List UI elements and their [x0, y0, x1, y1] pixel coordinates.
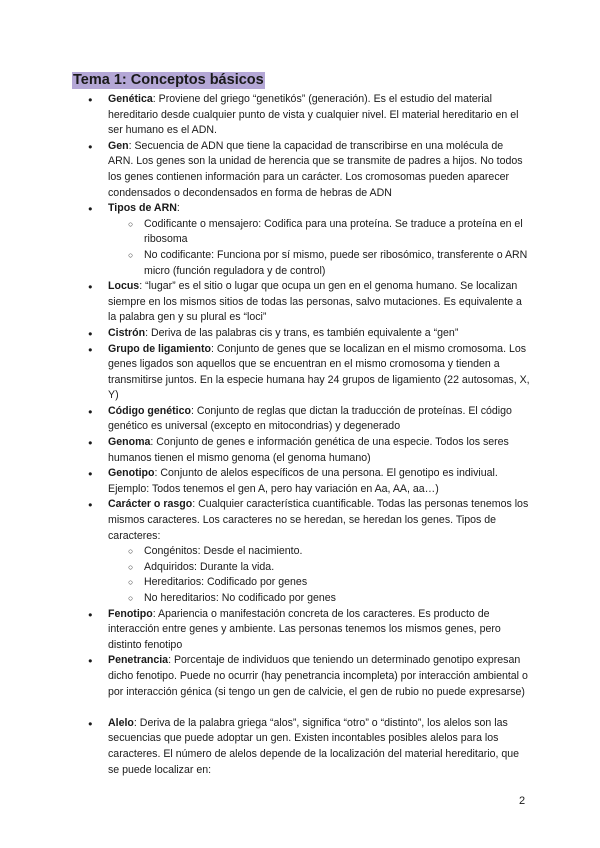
- list-item-genoma: [82, 435, 530, 466]
- definition: : “lugar” es el sitio o lugar que ocupa un gen en el genoma humano. Se localizan siempre en los mismos sitios de todas las personas, salvo mutaciones. Es equivalente a la palabra gen y su plural es “loci”: [108, 280, 522, 324]
- term: Genotipo: [108, 467, 155, 480]
- list-item-tipos-arn: [82, 201, 530, 279]
- definition: : Deriva de la palabra griega “alos”, significa “otro” o “distinto”, los alelos son las secuencias que puede adoptar un gen. Existen incontables posibles alelos para los caracteres. El número de alelos depende de la localización del material hereditario, que se puede localizar en:: [108, 716, 520, 776]
- sub-list: [108, 544, 530, 606]
- term: Alelo: [108, 716, 134, 729]
- term: Fenotipo: [108, 607, 153, 620]
- list-item-gen: [82, 139, 530, 201]
- definition: : Apariencia o manifestación concreta de los caracteres. Es producto de interacción entre genes y ambiente. Las personas tenemos los mismos genes, pero distinto fenotipo: [108, 607, 501, 651]
- term: Grupo de ligamiento: [108, 342, 211, 355]
- page-title: Tema 1: Conceptos básicos: [73, 72, 264, 88]
- term: Cistrón: [108, 326, 146, 339]
- term: Carácter o rasgo: [108, 498, 193, 511]
- definition: :: [176, 202, 180, 215]
- sub-item: ○ No codificante: Funciona por sí mismo, puede ser ribosómico, transferente o ARN micro (función reguladora y de control): [108, 248, 530, 279]
- page-number: 2: [519, 795, 526, 807]
- list-item-fenotipo: [82, 607, 530, 654]
- term: Locus: [108, 280, 140, 293]
- definition: : Porcentaje de individuos que teniendo un determinado genotipo expresan dicho fenotipo. Puede no ocurrir (hay penetrancia incompleta) por interacción ambiental o por interacción génica (si tengo un gen de calvicie, el gen de rubio no puede expresarse): [108, 654, 528, 698]
- definition: : Proviene del griego “genetikós” (generación). Es el estudio del material hereditario desde cualquier punto de vista y cualquier nivel. El material hereditario en el ser humano es el ADN.: [108, 93, 519, 137]
- list-item-penetrancia: [82, 653, 530, 700]
- term: Gen: [108, 139, 129, 152]
- definition: : Cualquier característica cuantificable. Todas las personas tenemos los mismos caracteres. Los caracteres no se heredan, se heredan los genes. Tipos de caracteres:: [108, 498, 529, 542]
- definition: : Secuencia de ADN que tiene la capacidad de transcribirse en una molécula de ARN. Los genes son la unidad de herencia que se transmite de padres a hijos. No todos los genes contienen información para un carácter. Los cromosomas pueden aparecer condensados o decondensados en forma de hebras de ADN: [108, 139, 523, 199]
- sub-item: ○ Codificante o mensajero: Codifica para una proteína. Se traduce a proteína en el ribosoma: [108, 217, 530, 248]
- term: Genoma: [108, 436, 151, 449]
- sub-list: [108, 217, 530, 279]
- list-item-alelo: [82, 716, 530, 778]
- definition: : Conjunto de genes e información genética de una especie. Todos los seres humanos tienen el mismo genoma (el genoma humano): [108, 436, 509, 464]
- sub-item: ○ Adquiridos: Durante la vida.: [108, 560, 530, 576]
- definition: : Conjunto de alelos específicos de una persona. El genotipo es indiviual. Ejemplo: Todos tenemos el gen A, pero hay variación en Aa, AA, aa…): [108, 467, 498, 495]
- term: Código genético: [108, 404, 191, 417]
- list-item-grupo-ligamiento: [82, 342, 530, 404]
- term: Penetrancia: [108, 654, 169, 667]
- definition: : Conjunto de genes que se localizan en el mismo cromosoma. Los genes ligados son aquellos que se encuentran en el mismo cromosoma y tienden a transmitirse juntos. En la especie humana hay 24 grupos de ligamiento (22 autosomas, X, Y): [108, 342, 530, 402]
- sub-item: ○ Congénitos: Desde el nacimiento.: [108, 544, 530, 560]
- list-item-genotipo: [82, 466, 530, 497]
- definition: : Conjunto de reglas que dictan la traducción de proteínas. El código genético es universal (excepto en mitocondrias) y degenerado: [108, 404, 512, 433]
- sub-item: ○ No hereditarios: No codificado por genes: [108, 591, 530, 607]
- list-item-caracter: [82, 497, 530, 606]
- list-item-genetica: [82, 92, 530, 139]
- definition: : Deriva de las palabras cis y trans, es también equivalente a “gen”: [145, 326, 459, 339]
- list-item-codigo-genetico: [82, 404, 530, 435]
- term: Genética: [108, 93, 153, 105]
- list-item-cistron: [82, 326, 530, 342]
- sub-item: ○ Hereditarios: Codificado por genes: [108, 575, 530, 591]
- term: Tipos de ARN: [108, 202, 177, 215]
- list-item-locus: [82, 279, 530, 326]
- concept-list: [82, 92, 530, 778]
